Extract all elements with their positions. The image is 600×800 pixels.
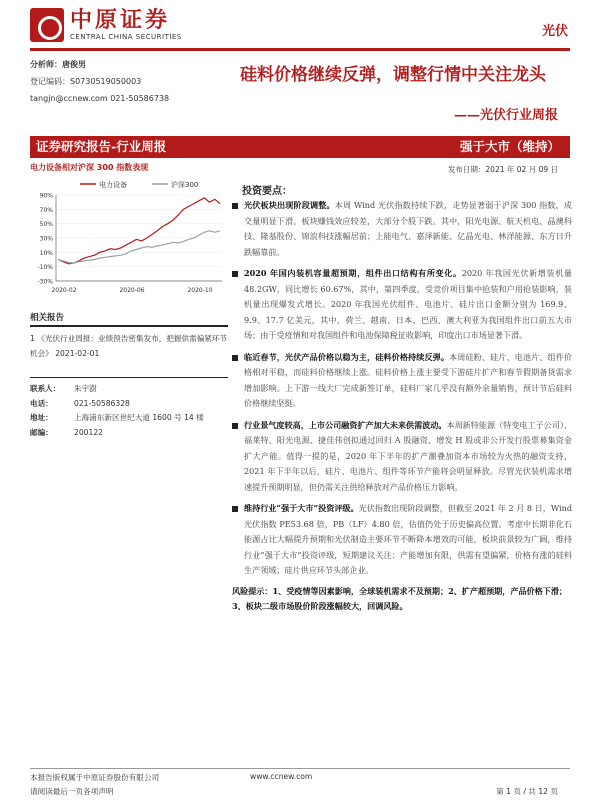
risk-warning: 风险提示：1、受疫情等因素影响，全球装机需求不及预期；2、扩产超预期，产品价格下滑；3、板块二级市场股价阶段涨幅较大，回调风险。 bbox=[232, 585, 568, 611]
address-value: 上海浦东新区世纪大道 1600 号 14 楼 bbox=[74, 413, 204, 422]
point-lead: 临近春节，光伏产品价格以稳为主，硅料价格持续反弹。 bbox=[244, 351, 450, 362]
chart-title: 电力设备相对沪深 300 指数表现 bbox=[30, 163, 149, 172]
zip-value: 200122 bbox=[74, 427, 103, 437]
bullet-icon bbox=[232, 355, 238, 361]
address-label: 地址： bbox=[30, 413, 53, 422]
y-tick-label: 90% bbox=[39, 192, 53, 200]
legend-label: 电力设备 bbox=[99, 181, 127, 189]
point-text: 本周硅粉、硅片、电池片、组件价格相对平稳，而硅料价格继续上涨。硅料价格上涨主要受下游硅片扩产和春节假期备货需求增加影响。上下游一线大厂完成新签订单，硅料厂家几乎没有额外余量销售，预计节后硅料价格继续坚挺。 bbox=[244, 351, 572, 408]
point-lead: 2020 年国内装机容量超预期，组件出口结构有所变化。 bbox=[244, 268, 462, 278]
company-name-cn: 中原证券 bbox=[70, 8, 171, 33]
point-text: 本周 Wind 光伏指数持续下跌，走势显著弱于沪深 300 指数，成交量明显下滑。板块赚钱效应较差，大部分个股下跌。其中，阳光电源、航天机电、晶澳科技、隆基股份、锦浪科技涨幅居前；上能电气、嘉泽新能、亿晶光电、林洋能源、东方日升跌幅靠前。 bbox=[244, 200, 572, 257]
report-type: 证券研究报告-行业周报 bbox=[36, 139, 167, 154]
header-divider bbox=[30, 48, 570, 51]
point-text: 本周新特能源（特变电工子公司）、福莱特、阳光电源、捷佳伟创拟通过回归 A 股融资、增发 H 股或非公开发行股票募集资金扩大产能。值得一提的是，2020 年下半年的扩产潮叠加资本市场较为火热的融资支持，2021 年下半年以后，硅片、电池片、组件等环节产能将会明显释放。尽管光伏装机需求增速提升预期明显，但仍需关注供给释放对产品价格压力影响。 bbox=[244, 419, 572, 492]
y-tick-label: 10% bbox=[39, 249, 53, 257]
contact-person: 朱宇澍 bbox=[74, 384, 97, 393]
investment-heading: 投资要点： bbox=[242, 186, 292, 197]
legend-label: 沪深300 bbox=[171, 181, 199, 189]
industry-rating: 强于大市（维持） bbox=[459, 139, 560, 154]
related-divider bbox=[30, 325, 228, 327]
series-line bbox=[58, 198, 220, 264]
sector-label: 光伏 bbox=[541, 24, 568, 39]
point-text: 2020 年我国光伏新增装机量 48.2GW，同比增长 60.67%，其中，第四季度，受竞价项目集中抢装和户用抢装影响，装机量出现爆发式增长。2020 年我国光伏组件、电池片、硅片出口金额分别为 169.9、9.9、17.7 亿美元，其中，荷兰、越南、日本、巴西、澳大利亚为我国组件出口前五大市场；由于受疫情和对我国组件和电池保障税征收影响，印度出口市场显著下滑。 bbox=[244, 268, 572, 340]
y-tick-label: -30% bbox=[37, 278, 53, 286]
analyst-block bbox=[30, 56, 169, 107]
series-line bbox=[58, 231, 220, 263]
footer-divider bbox=[30, 768, 570, 769]
y-tick-label: -10% bbox=[37, 264, 53, 272]
phone-label: 电话： bbox=[30, 398, 53, 408]
y-tick-label: 50% bbox=[39, 221, 53, 229]
phone-value: 021-50586328 bbox=[74, 398, 130, 408]
license-label: 登记编码： bbox=[30, 77, 70, 86]
analyst-contact[interactable]: tangjn@ccnew.com 021-50586738 bbox=[30, 94, 170, 103]
point-lead: 光伏板块出现阶段调整。 bbox=[244, 200, 335, 210]
license-number: S0730519050003 bbox=[70, 77, 142, 86]
point-lead: 行业景气度较高，上市公司融资扩产加大未来供需波动。 bbox=[244, 419, 447, 430]
investment-point bbox=[232, 418, 572, 496]
point-lead: 维持行业“强于大市”投资评级。 bbox=[244, 503, 359, 513]
contact-person-label: 联系人： bbox=[30, 384, 61, 393]
bullet-icon bbox=[232, 423, 238, 429]
related-report-link[interactable]: 1 《光伏行业周报：业绩预告密集发布，把握供需偏紧环节机会》 2021-02-01 bbox=[30, 333, 228, 358]
page-number: 第 1 页 / 共 12 页 bbox=[496, 787, 558, 796]
left-sidebar bbox=[30, 162, 228, 440]
x-tick-label: 2020-10 bbox=[187, 287, 213, 294]
bullet-icon bbox=[232, 271, 238, 277]
report-title: 硅料价格继续反弹，调整行情中关注龙头 bbox=[240, 65, 546, 85]
publish-date: 发布日期：2021 年 02 月 09 日 bbox=[447, 165, 558, 174]
report-type-band bbox=[30, 136, 570, 158]
analyst-name: 唐俊男 bbox=[62, 60, 86, 69]
x-tick-label: 2020-02 bbox=[51, 287, 77, 294]
x-tick-label: 2020-06 bbox=[119, 287, 145, 294]
company-logo-icon bbox=[30, 8, 64, 42]
y-tick-label: 30% bbox=[39, 235, 53, 243]
footer-copyright: 本报告版权属于中原证券股份有限公司 bbox=[30, 773, 160, 782]
company-logo bbox=[30, 8, 182, 42]
y-tick-label: 70% bbox=[39, 206, 53, 214]
investment-body bbox=[232, 198, 572, 615]
investment-point bbox=[232, 198, 572, 260]
contact-divider bbox=[30, 377, 228, 379]
related-heading: 相关报告 bbox=[30, 313, 65, 323]
zip-label: 邮编： bbox=[30, 427, 53, 437]
performance-chart bbox=[30, 177, 228, 295]
analyst-name-label: 分析师： bbox=[30, 60, 62, 69]
investment-point bbox=[232, 350, 572, 412]
footer-disclaimer: 请阅读最后一页各项声明 bbox=[30, 787, 114, 796]
company-name-en: CENTRAL CHINA SECURITIES bbox=[70, 33, 182, 41]
bullet-icon bbox=[232, 506, 238, 512]
footer-url[interactable]: www.ccnew.com bbox=[250, 772, 313, 781]
report-subtitle: ——光伏行业周报 bbox=[453, 108, 558, 123]
bullet-icon bbox=[232, 203, 238, 209]
investment-point bbox=[232, 501, 572, 579]
point-text: 光伏指数出现阶段调整，但截至 2021 年 2 月 8 日，Wind 光伏指数 PE53.68 倍，PB（LF）4.80 倍，估值仍处于历史偏高位置。考虑中长期非化石能源占比大幅提升预期和光伏制造主要环节不断降本增效的可能，板块前景较为广阔，维持行业“强于大市”投资评级，短期建议关注：产能增加有限，供需有望偏紧，价格有涨的硅料生产领域；硅片供应环节头部企业。 bbox=[244, 503, 572, 575]
investment-point bbox=[232, 266, 572, 344]
